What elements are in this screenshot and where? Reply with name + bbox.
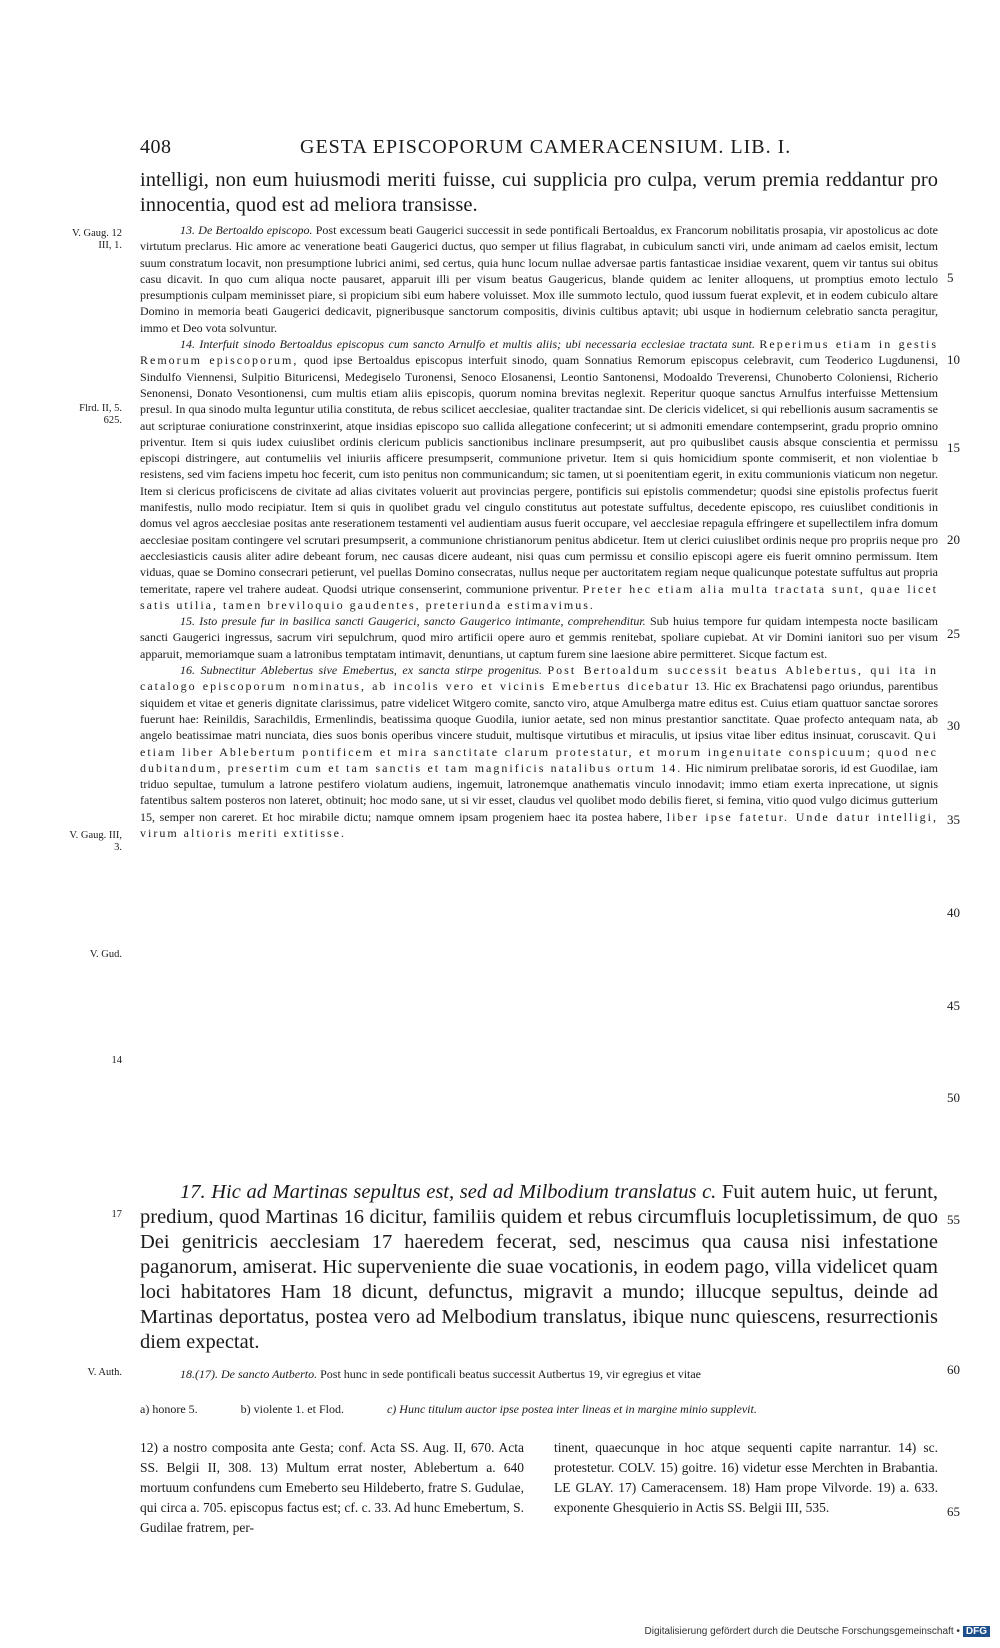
- note-c: c) Hunc titulum auctor ipse postea inter lineas et in margine minio supplevit.: [386, 1402, 757, 1416]
- chapter-14-heading: 14. Interfuit sinodo Bertoaldus episcopus cum sancto Arnulfo et multis aliis; ubi necessaria ecclesiae tractata sunt.: [180, 337, 755, 352]
- line-number: 55: [947, 1212, 960, 1227]
- line-number: 15: [947, 440, 960, 455]
- chapter-17-text: Fuit autem huic, ut ferunt, predium, quod Martinas 16 dicitur, familiis quidem et rebus circumfluis locupletissimum, de quo Dei genitricis aecclesiam 17 haeredem fecerat, sed, nescimus qua causa nisi infestatione paganorum, amiserat. Hic superveniente die suae vocationis, in eodem pago, villa videlicet quam loci habitatores Ham 18 dicunt, defunctus, migravit a mundo; illucque sepultus, deinde ad Martinas deportatus, postea vero ad Melbodium translatus, ibique nunc quiescens, resurrectionis diem expectat.: [140, 1181, 939, 1353]
- credit-text: Digitalisierung gefördert durch die Deutsche Forschungsgemeinschaft •: [644, 1626, 960, 1637]
- chapter-16-spaced-open: Post Bertoaldum successit beatus Ablebertus, qui ita in catalogo episcoporum nominatus, ab incolis vero et vicinis Emebertus dicebatur: [140, 663, 939, 694]
- chapter-16-text: 13. Hic ex Brachatensi pago oriundus, parentibus siquidem et vitae et generis dignitate clarissimus, patre videlicet Witgero comite, sancto viro, atque Amulberga matre editus est. Cuius etiam quattuor sanctae sorores fuerunt hae: Reinildis, Sarachildis, Ermenlindis, beatissima quoque Guodila, iunior aetate, sed non minus prestantior sanctitate. Quae profecto antequam nata, ab angelo beatissimae matri nunciata, dies suos bonis operibus vincere studuit, multisque virtutibus et miraculis, ut ipsius vitae liber editus insinuat, coruscavit.: [140, 679, 938, 743]
- chapter-14: [140, 336, 938, 613]
- intro-text: intelligi, non eum huiusmodi meriti fuisse, cui supplicia pro culpa, verum premia reddantur pro innocentia, quod est ad meliora transisse.: [140, 169, 938, 216]
- margin-ref: V. Auth.: [87, 1367, 122, 1378]
- line-number: 60: [947, 1362, 960, 1377]
- chapter-14-spaced-close: Preter hec etiam alia multa tractata sunt, quae licet satis utilia, tamen breviloquio gaudentes, preteriunda estimavimus.: [140, 581, 939, 612]
- chapter-16-heading: 16. Subnectitur Ablebertus sive Emebertus, ex sancta stirpe progenitus.: [180, 663, 542, 678]
- chapter-17-paragraph: [140, 1180, 938, 1355]
- chapter-16: [140, 662, 938, 841]
- margin-ref: 17: [111, 1209, 122, 1220]
- margin-ref: 14: [111, 1055, 122, 1066]
- note-a: a) honore 5.: [140, 1402, 198, 1416]
- chapter-13-text: Post excessum beati Gaugerici successit in sede pontificali Bertoaldus, ex Francorum nobilitatis prosapia, vir apostolicus ac dote virtutum preclarus. Hic amore ac veneratione beati Gaugerici ductus, quo semper ut filius flagrabat, in cubiculum sancti viri, unde animam ad caelos emisit, lectum suum constratum locavit, non presumptione lubrici animi, sed certus, quia hunc locum nullae adversae partis fantasticae insidiae vexarent, quem vir tantus sui obitus casu dicavit. In quo cum aliqua nocte pausaret, apparuit illi per visum beatus Gaugericus, blande quidem ac leniter alloquens, ut promptius emoto lectulo presumptionis culpam meminisset piare, si propicium sibi eum habere voluisset. Mox ille summoto lectulo, quod iussum fuerat explevit, et in eodem cubiculo altare Domino in memoria beati Gaugerici dedicavit, pigneribusque sanctorum compositis, divinis cultibus aptavit; ubi usque in hodiernum celebratio sancta peragitur, immo et Deo vota solvuntur.: [140, 223, 938, 335]
- chapter-16-spaced-close: liber ipse fatetur. Unde datur intelligi, virum altioris meriti extitisse.: [140, 809, 939, 840]
- line-number: 50: [947, 1090, 960, 1105]
- chapter-14-text: quod ipse Bertoaldus episcopus interfuit sinodo, quam Sonnatius Remorum episcopus celebravit, cum Teoderico Lugdunensi, Sindulfo Viennensi, Sulpitio Bituricensi, Medegiselo Turonensi, Senoco Elosanensi, Leontio Santonensi, Modoaldo Treverensi, Chunoberto Coloniensi, Richerio Senonensi, Donato Vesontionensi, cum multis etiam aliis episcopis, quorum nomina brevitas neglexit. Reperitur quoque sanctus Arnulfus interfuisse Mettensium presul. In qua sinodo multa leguntur utilia constituta, de rebus scilicet aecclesiae, qualiter tractandae sint. De clericis videlicet, si qui rebellionis ausum sacramentis se aut scripturae coniuratione constrinxerint, atque insidias episcopo suo callida allegatione confecerint; ut si admoniti emendare contempserint, gradu proprio omnino priventur. Item si quis iudex cuiuslibet ordinis clericum publicis sanctionibus inclinare presumpserit, aut pro quibuslibet causis absque conscientia et permissu episcopi distringere, aut contumeliis vel iniuriis afficere presumpserit, communione privetur. Item si quis homicidium sponte commiserit, et non violentiae b resistens, sed vim faciens impetu hoc fecerit, cum isto penitus non communicandum; sic tamen, ut si poenitentiam egerit, in exitu communionis viaticum non negetur. Item si clericus proficiscens de civitate ad alias civitates voluerit aut provincias pergere, pontificis sui epistolis commendetur; quodsi sine epistolis profectus fuerit manifestis, nullo modo recipiatur. Item si quis in quolibet gradu vel cingulo constitutus aut potestate suffultus, decedente episcopo, res cuiuslibet conditionis in domus vel agros aecclesiae positas ante reserationem testamenti vel audientiam ausus fuerit occupare, vel aecclesiae repagula effringere et supellectilem infra domum aecclesiae positam contingere vel scrutari presumpserit, a communione christianorum penitus abdicetur. Item ut clerici cuiuslibet ordinis neque pro propriis neque pro aecclesiasticis causis aliter adire debeant forum, nec causas dicere audeant, nisi quas cum permissu et consilio episcopi agere eis fuerit omnino permissum. Item viduas, quae se Domino consecrari petierunt, vel puellas Domino consecratas, nullus neque per auctoritatem regiam neque qualicunque potestate suffultus aut propria temeritate, rapere vel trahere audeat. Quodsi utrique consenserint, communione priventur.: [140, 353, 939, 596]
- page-number: 408: [140, 136, 172, 158]
- chapter-16-spaced-mid: Qui etiam liber Ablebertum pontificem et mira sanctitate clarum protestatur, et morum ingenuitate conspicuum; quod nec dubitandum, presertim cum et tam sanctis et tam magnificis natalibus ortum 14.: [140, 728, 938, 775]
- footnotes: [140, 1438, 938, 1538]
- chapter-13: [140, 222, 938, 336]
- chapter-18-text: Post hunc in sede pontificali beatus successit Autbertus 19, vir egregius et vitae: [320, 1367, 702, 1381]
- line-number: 5: [947, 270, 954, 285]
- lettered-notes: [140, 1402, 938, 1417]
- chapter-15-heading: 15. Isto presule fur in basilica sancti Gaugerici, sancto Gaugerico intimante, comprehenditur.: [180, 614, 646, 629]
- footnotes-right: tinent, quaecunque in hoc atque sequenti capite narrantur. 14) sc. protestetur. COLV. 15) goitre. 16) videtur esse Merchten in Brabantia. LE GLAY. 17) Cameracensem. 18) Ham prope Vilvorde. 19) a. 633. exponente Ghesquierio in Actis SS. Belgii III, 535.: [554, 1440, 938, 1515]
- dfg-logo: DFG: [963, 1626, 990, 1637]
- note-b: b) violente 1. et Flod.: [240, 1402, 344, 1416]
- line-number: 35: [947, 812, 960, 827]
- chapter-18: [140, 1366, 938, 1382]
- chapter-13-heading: 13. De Bertoaldo episcopo.: [180, 223, 313, 237]
- line-number: 65: [947, 1504, 960, 1519]
- chapter-18-paragraph: [140, 1366, 938, 1382]
- digitization-credit: [645, 1626, 990, 1637]
- line-number: 25: [947, 626, 960, 641]
- line-number: 10: [947, 352, 960, 367]
- line-number: 45: [947, 998, 960, 1013]
- chapter-17: [140, 1180, 938, 1355]
- line-number: 30: [947, 718, 960, 733]
- running-head: GESTA EPISCOPORUM CAMERACENSIUM. LIB. I.: [300, 136, 792, 158]
- margin-ref: V. Gaug. III, 3.: [69, 830, 122, 854]
- line-number: 20: [947, 532, 960, 547]
- chapter-15: [140, 613, 938, 662]
- chapter-14-spaced-open: Reperimus etiam in gestis Remorum episcoporum,: [140, 337, 939, 368]
- chapter-15-text: Sub huius tempore fur quidam intempesta nocte basilicam sancti Gaugerici ingressus, sacrum viri sepulchrum, quod miro artificii opere auro et gemmis renitebat, spoliare cupiebat. At vir Domini ianitori suo per visum apparuit, memoriamque suam a latronibus temptatam intimavit, denuntians, ut captum furem sine laesione abire permitteret. Sicque factum est.: [140, 614, 939, 661]
- line-number: 40: [947, 905, 960, 920]
- small-text-block: [140, 222, 938, 841]
- footnotes-left: 12) a nostro composita ante Gesta; conf. Acta SS. Aug. II, 670. Acta SS. Belgii II, 308. 13) Multum errat noster, Ablebertum a. 640 mortuum confundens cum Emeberto seu Hildeberto, fratre S. Gudulae, qui circa a. 705. episcopus factus est; cf. c. 33. Ad hunc Emebertum, S. Gudilae fratrem, per-: [140, 1440, 524, 1535]
- intro-paragraph: [140, 168, 938, 218]
- margin-ref: V. Gud.: [89, 949, 122, 960]
- chapter-16-text2: Hic nimirum prelibatae sororis, id est Guodilae, iam triduo sepultae, tumulum a latrone pestifero violatum audiens, ingemuit, latronemque anathematis vinculo innodavit; immo etiam exerta inprecatione, ut signis fatentibus saltem posteros non lateret, obtinuit; hoc modo sane, ut si vir esset, claudus vel quolibet modo debilis fieret, si femina, vitio quod vulgo dicimus gutterium 15, semper non careret. Et hoc mirabile dictu; namque omnem ipsam progeniem haec ita postea habere,: [140, 760, 939, 824]
- margin-ref: Flrd. II, 5. 625.: [79, 403, 122, 427]
- chapter-17-heading: 17. Hic ad Martinas sepultus est, sed ad Milbodium translatus c.: [180, 1181, 717, 1203]
- margin-ref: V. Gaug. 12 III, 1.: [72, 228, 122, 252]
- chapter-18-heading: 18.(17). De sancto Autberto.: [180, 1367, 318, 1381]
